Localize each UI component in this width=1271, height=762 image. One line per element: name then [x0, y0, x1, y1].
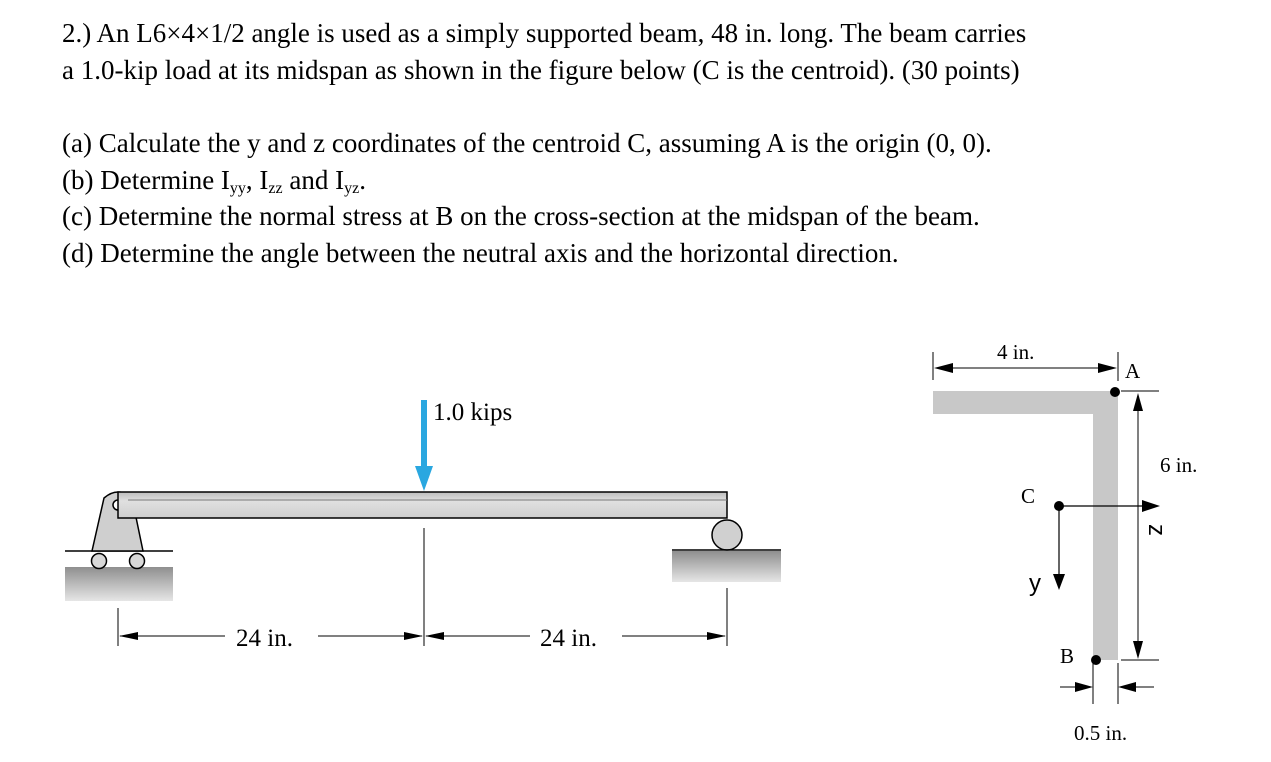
- right-ground: [672, 551, 781, 582]
- left-roller-2: [130, 554, 145, 569]
- problem-intro-line-2: a 1.0-kip load at its midspan as shown in the figure below (C is the centroid). (30 points): [62, 55, 1020, 85]
- part-b-sub-zz: zz: [268, 180, 283, 197]
- height-label: 6 in.: [1160, 453, 1198, 477]
- part-b-end: .: [359, 165, 366, 195]
- y-axis-arrow: [1053, 506, 1065, 590]
- part-b-sub-yy: yy: [229, 180, 246, 197]
- span-left-label: 24 in.: [236, 625, 293, 652]
- problem-intro-line-1: 2.) An L6×4×1/2 angle is used as a simply supported beam, 48 in. long. The beam carries: [62, 18, 1027, 48]
- height-dimension: [1133, 393, 1143, 659]
- point-a-label: A: [1125, 359, 1141, 383]
- width-dimension: [934, 363, 1117, 373]
- part-b-prefix: (b) Determine I: [62, 165, 230, 195]
- part-a-text: (a) Calculate the y and z coordinates of the centroid C, assuming A is the origin (0, 0).: [62, 128, 992, 158]
- point-a-dot: [1110, 387, 1120, 397]
- centroid-label: C: [1021, 484, 1036, 508]
- point-b-label: B: [1060, 644, 1075, 668]
- left-roller-1: [92, 554, 107, 569]
- angle-section: [933, 391, 1118, 660]
- thickness-label: 0.5 in.: [1074, 721, 1128, 745]
- span-dimension: [119, 632, 726, 640]
- part-b-sep-2: and I: [282, 165, 345, 195]
- part-c-text: (c) Determine the normal stress at B on the cross-section at the midspan of the beam.: [62, 201, 980, 231]
- width-label: 4 in.: [997, 340, 1035, 364]
- section-figure: [933, 340, 1197, 745]
- load-label: 1.0 kips: [433, 399, 513, 426]
- z-axis-label: z: [1143, 524, 1170, 536]
- beam-figure: [65, 399, 781, 652]
- left-ground: [65, 567, 173, 601]
- thickness-dimension: [1060, 682, 1154, 692]
- span-right-label: 24 in.: [540, 625, 597, 652]
- part-b-sep-1: , I: [245, 165, 269, 195]
- y-axis-label: y: [1029, 570, 1041, 597]
- load-arrow: [415, 400, 433, 491]
- part-b-sub-yz: yz: [344, 180, 360, 197]
- part-d-text: (d) Determine the angle between the neutral axis and the horizontal direction.: [62, 238, 899, 268]
- beam-body: [118, 492, 727, 518]
- right-roller: [712, 520, 742, 550]
